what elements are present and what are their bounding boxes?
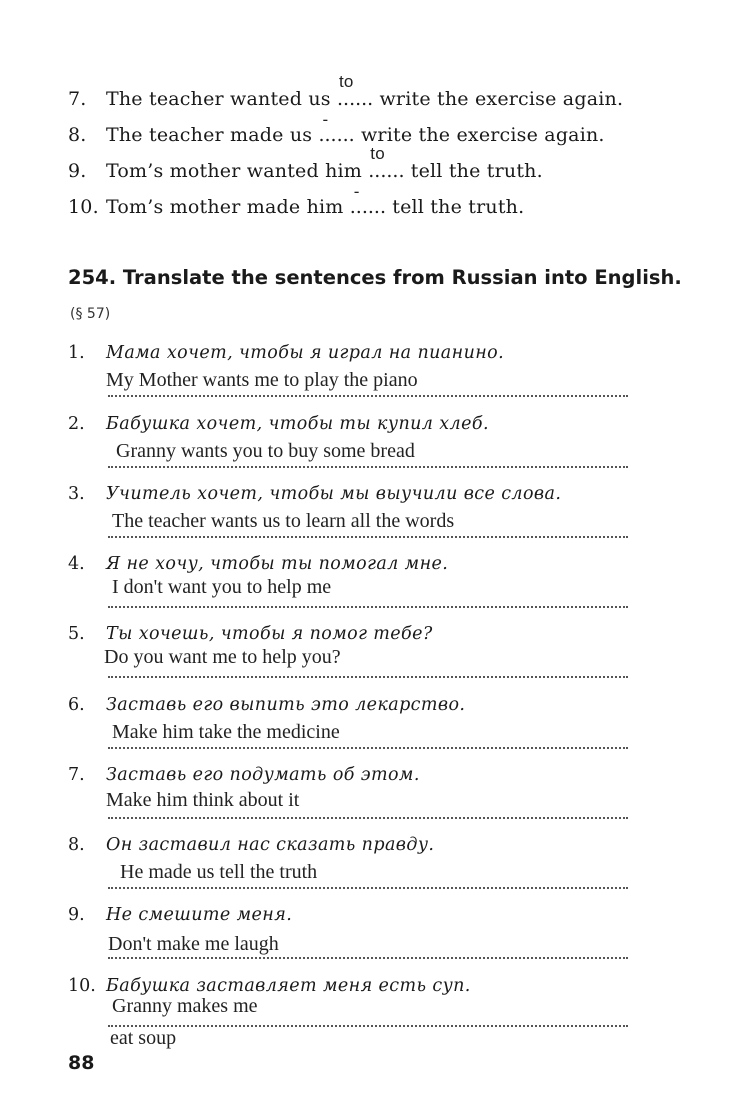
handwritten-answer: - bbox=[353, 182, 360, 201]
handwritten-answer: My Mother wants me to play the piano bbox=[106, 369, 418, 391]
russian-sentence: 6. Заставь его выпить это лекарство. bbox=[68, 695, 466, 715]
handwritten-answer: Don't make me laugh bbox=[108, 933, 279, 955]
prev-line-10: 10. Tom’s mother made him - ...... tell the truth. bbox=[68, 182, 525, 218]
answer-line bbox=[108, 536, 628, 538]
translation-item bbox=[68, 343, 628, 409]
translation-item bbox=[68, 414, 628, 480]
exercise-title: 254. Translate the sentences from Russian into English. bbox=[68, 266, 682, 289]
handwritten-answer: to bbox=[370, 144, 385, 163]
prev-line-7: 7. The teacher wanted us to ...... write the exercise again. bbox=[68, 72, 624, 110]
russian-sentence: 4. Я не хочу, чтобы ты помогал мне. bbox=[68, 554, 449, 574]
answer-line bbox=[108, 395, 628, 397]
translation-item bbox=[68, 976, 628, 1049]
handwritten-answer: Make him take the medicine bbox=[112, 721, 340, 743]
answer-gap: - ...... bbox=[349, 182, 386, 218]
handwritten-answer-continued: eat soup bbox=[110, 1027, 177, 1049]
answer-line bbox=[108, 887, 628, 889]
russian-sentence: 10. Бабушка заставляет меня есть суп. bbox=[68, 976, 471, 996]
grammar-reference: (§ 57) bbox=[70, 306, 111, 322]
translation-item bbox=[68, 695, 628, 761]
russian-sentence: 1. Мама хочет, чтобы я играл на пианино. bbox=[68, 343, 505, 363]
answer-line bbox=[108, 676, 628, 678]
answer-line bbox=[108, 817, 628, 819]
handwritten-answer: He made us tell the truth bbox=[120, 861, 318, 883]
handwritten-answer: to bbox=[338, 72, 354, 91]
handwritten-answer: The teacher wants us to learn all the words bbox=[112, 510, 455, 532]
translation-item bbox=[68, 765, 628, 831]
russian-sentence: 7. Заставь его подумать об этом. bbox=[68, 765, 420, 785]
russian-sentence: 9. Не смешите меня. bbox=[68, 905, 293, 925]
answer-gap: to ...... bbox=[336, 72, 374, 110]
answer-line bbox=[108, 606, 628, 608]
answer-line bbox=[108, 957, 628, 959]
russian-sentence: 2. Бабушка хочет, чтобы ты купил хлеб. bbox=[68, 414, 489, 434]
answer-line bbox=[108, 747, 628, 749]
translation-item bbox=[68, 554, 628, 620]
prev-line-9: 9. Tom’s mother wanted him to ...... tell the truth. bbox=[68, 144, 543, 182]
handwritten-answer: Granny wants you to buy some bread bbox=[116, 440, 415, 462]
translation-item bbox=[68, 484, 628, 550]
russian-sentence: 5. Ты хочешь, чтобы я помог тебе? bbox=[68, 624, 433, 644]
answer-line bbox=[108, 1025, 628, 1027]
russian-sentence: 8. Он заставил нас сказать правду. bbox=[68, 835, 435, 855]
handwritten-answer: Make him think about it bbox=[106, 789, 300, 811]
handwritten-answer: Granny makes me bbox=[112, 995, 258, 1017]
answer-gap: to ...... bbox=[368, 144, 405, 182]
handwritten-answer: I don't want you to help me bbox=[112, 576, 332, 598]
russian-sentence: 3. Учитель хочет, чтобы мы выучили все слова. bbox=[68, 484, 562, 504]
translation-item bbox=[68, 624, 628, 690]
translation-item bbox=[68, 835, 628, 901]
handwritten-answer: Do you want me to help you? bbox=[104, 646, 341, 668]
prev-line-8: 8. The teacher made us - ...... write the exercise again. bbox=[68, 110, 605, 146]
answer-line bbox=[108, 466, 628, 468]
page-number: 88 bbox=[68, 1052, 95, 1074]
answer-gap: - ...... bbox=[318, 110, 355, 146]
translation-item bbox=[68, 905, 628, 971]
handwritten-answer: - bbox=[322, 110, 329, 129]
